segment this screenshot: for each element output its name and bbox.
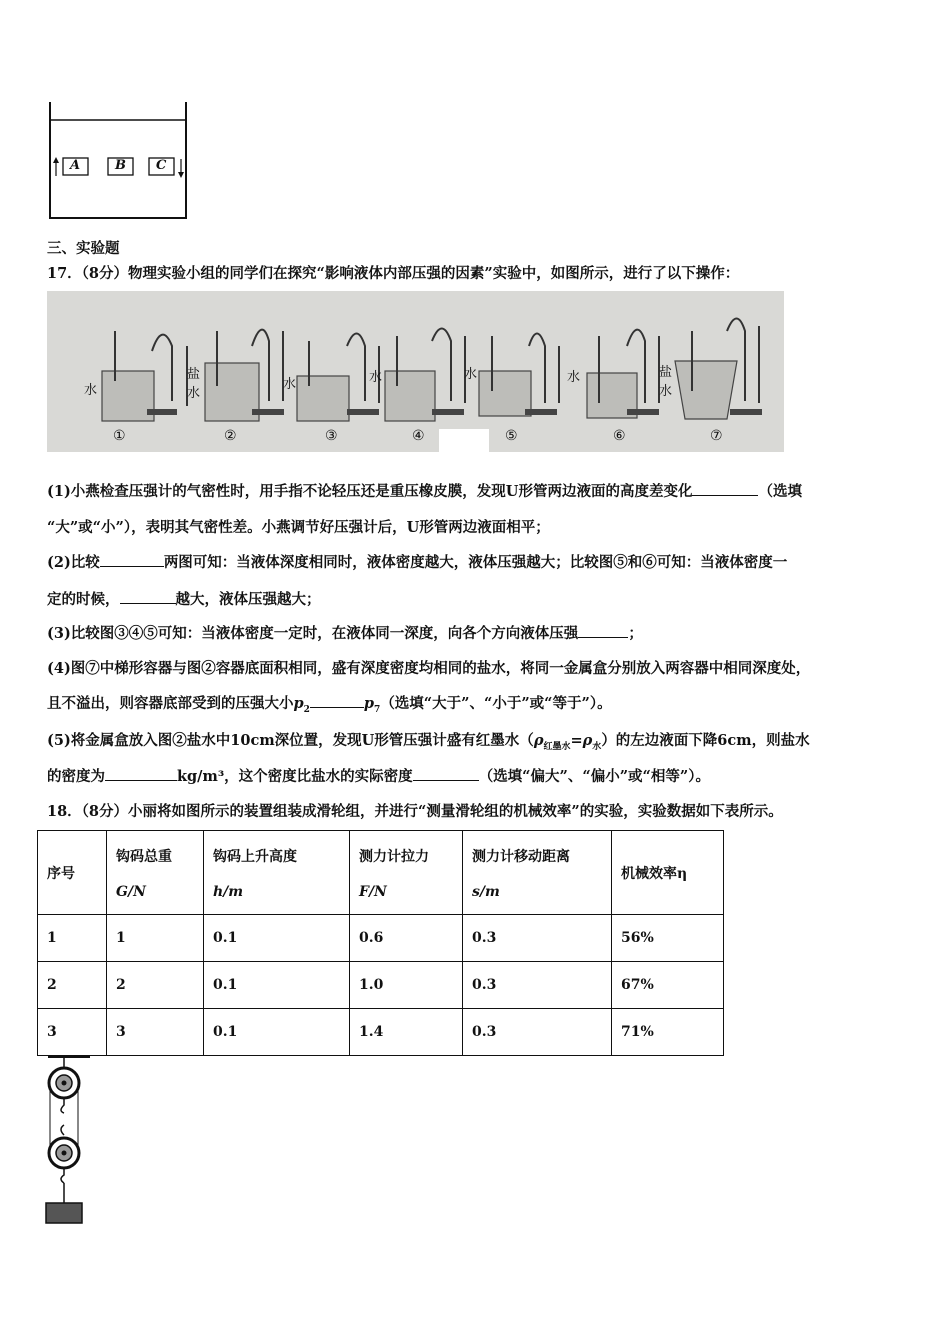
header-cell: 序号 bbox=[38, 831, 107, 915]
table-cell: 0.1 bbox=[204, 915, 350, 962]
pulley-figure bbox=[38, 1055, 98, 1225]
table-row bbox=[38, 915, 724, 962]
liquid-label-6: 水 bbox=[567, 370, 581, 385]
figure-number-4: ④ bbox=[412, 428, 425, 444]
liquid-label-5: 水 bbox=[464, 367, 478, 382]
header-cell: 钩码上升高度 h/m bbox=[204, 831, 350, 915]
table-cell: 1 bbox=[107, 915, 204, 962]
q17-part1-line2: “大”或“小”），表明其气密性差。小燕调节好压强计后，U形管两边液面相平； bbox=[47, 519, 550, 536]
liquid-label-4: 水 bbox=[369, 370, 383, 385]
liquid-label-1: 水 bbox=[84, 383, 98, 398]
efficiency-table bbox=[37, 830, 724, 1056]
table-row bbox=[38, 1009, 724, 1056]
table-cell: 56% bbox=[612, 915, 724, 962]
table-cell: 1 bbox=[38, 915, 107, 962]
table-row bbox=[38, 962, 724, 1009]
figure-number-5: ⑤ bbox=[505, 428, 518, 444]
q17-part2-line2: 定的时候， 越大，液体压强越大； bbox=[47, 591, 321, 608]
pulley-diagram bbox=[38, 1055, 98, 1225]
answer-blank[interactable] bbox=[692, 481, 758, 496]
table-cell: 3 bbox=[107, 1009, 204, 1056]
q17-part4-line1: (4)图⑦中梯形容器与图②容器底面积相同，盛有深度密度均相同的盐水，将同一金属盒分别放入两容器中相同深度处， bbox=[47, 660, 811, 677]
table-header-row bbox=[38, 831, 724, 915]
answer-blank[interactable] bbox=[100, 552, 164, 567]
section-title: 三、实验题 bbox=[47, 240, 120, 257]
liquid-label-3: 水 bbox=[283, 377, 297, 392]
answer-blank[interactable] bbox=[105, 766, 177, 781]
table-cell: 0.3 bbox=[463, 962, 612, 1009]
table-cell: 2 bbox=[107, 962, 204, 1009]
liquid-label-7: 盐水 bbox=[659, 365, 673, 399]
q17-part2-line1: (2)比较 两图可知：当液体深度相同时，液体密度越大，液体压强越大；比较图⑤和⑥可知：当液体密度一 bbox=[47, 554, 788, 571]
figure-number-7: ⑦ bbox=[710, 428, 723, 444]
table-cell: 0.6 bbox=[350, 915, 463, 962]
answer-blank[interactable] bbox=[413, 766, 479, 781]
table-cell: 0.1 bbox=[204, 1009, 350, 1056]
box-c-label: C bbox=[156, 158, 167, 173]
container-figure bbox=[48, 102, 188, 220]
table-cell: 2 bbox=[38, 962, 107, 1009]
table-cell: 1.0 bbox=[350, 962, 463, 1009]
q17-part4-line2: 且不溢出，则容器底部受到的压强大小$p_2$ $p_7$（选填“大于”、“小于”或“等于”）。 bbox=[47, 695, 612, 715]
answer-blank[interactable] bbox=[120, 589, 176, 604]
figure-number-3: ③ bbox=[325, 428, 338, 444]
answer-blank[interactable] bbox=[578, 623, 628, 638]
q17-intro: 17．（8分）物理实验小组的同学们在探究“影响液体内部压强的因素”实验中，如图所示，进行了以下操作： bbox=[47, 265, 740, 282]
answer-blank[interactable] bbox=[310, 693, 364, 708]
header-cell: 测力计移动距离 s/m bbox=[463, 831, 612, 915]
table-cell: 1.4 bbox=[350, 1009, 463, 1056]
liquid-label-2: 盐水 bbox=[187, 367, 201, 401]
box-b-label: B bbox=[115, 158, 126, 173]
q17-part1-line1: (1)小燕检查压强计的气密性时，用手指不论轻压还是重压橡皮膜，发现U形管两边液面的高度差变化 （选填 bbox=[47, 483, 802, 500]
header-cell: 钩码总重 G/N bbox=[107, 831, 204, 915]
q18-intro: 18．（8分）小丽将如图所示的装置组装成滑轮组，并进行“测量滑轮组的机械效率”的实验，实验数据如下表所示。 bbox=[47, 803, 783, 820]
header-cell: 测力计拉力 F/N bbox=[350, 831, 463, 915]
figure-number-6: ⑥ bbox=[613, 428, 626, 444]
box-a-label: A bbox=[70, 158, 81, 173]
header-cell: 机械效率η bbox=[612, 831, 724, 915]
q17-part5-line2: 的密度为 kg/m³，这个密度比盐水的实际密度 （选填“偏大”、“偏小”或“相等”）。 bbox=[47, 768, 710, 785]
q17-part5-line1: (5)将金属盒放入图②盐水中10cm深位置，发现U形管压强计盛有红墨水$(\rho_{红墨水}=\rho_水)$的左边液面下降6cm，则盐水 bbox=[47, 732, 810, 752]
table-cell: 0.3 bbox=[463, 915, 612, 962]
pressure-experiment-figure bbox=[47, 291, 784, 452]
table-cell: 71% bbox=[612, 1009, 724, 1056]
table-cell: 67% bbox=[612, 962, 724, 1009]
figure-number-2: ② bbox=[224, 428, 237, 444]
table-cell: 3 bbox=[38, 1009, 107, 1056]
q17-part3: (3)比较图③④⑤可知：当液体密度一定时，在液体同一深度，向各个方向液体压强 ； bbox=[47, 625, 643, 642]
table-cell: 0.1 bbox=[204, 962, 350, 1009]
table-cell: 0.3 bbox=[463, 1009, 612, 1056]
figure-number-1: ① bbox=[113, 428, 126, 444]
